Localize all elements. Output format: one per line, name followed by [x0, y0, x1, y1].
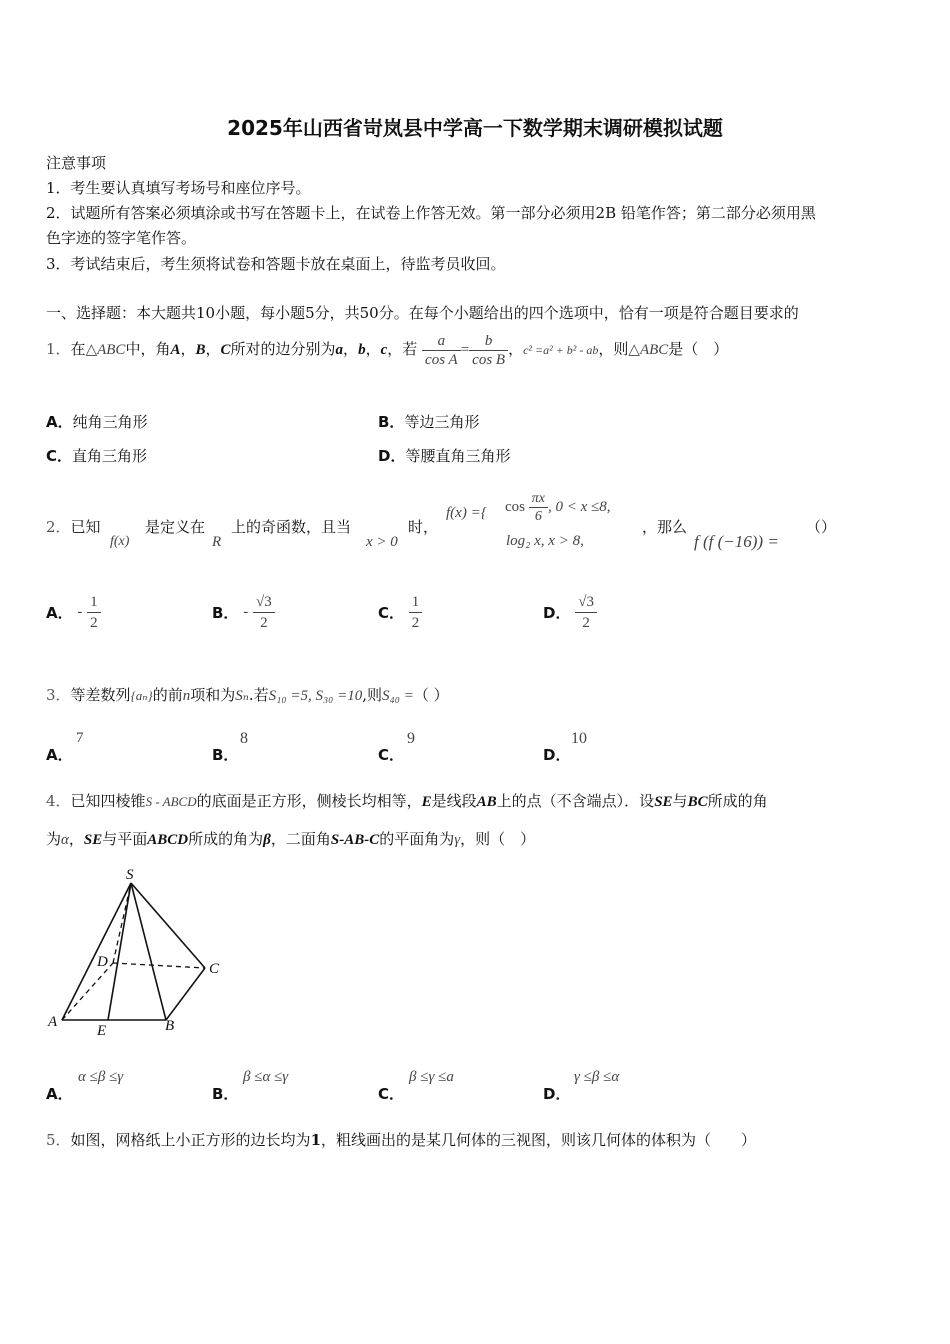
fraction [469, 332, 508, 369]
frac-den: cos B [472, 351, 506, 368]
fraction [409, 592, 423, 633]
math-tri: △ABC [628, 342, 669, 358]
question-5 [46, 1129, 756, 1150]
fraction [529, 490, 548, 525]
q-text: 已知四棱锥 [70, 792, 146, 810]
label-A: A [48, 1014, 58, 1030]
frac-num: 1 [87, 592, 101, 613]
notice-item: 1．考生要认真填写考场号和座位序号。 [46, 179, 311, 197]
math-expr: S₄₀ = [382, 688, 414, 704]
option-label: A． [46, 746, 73, 764]
question-number: 2． [46, 518, 71, 536]
math-seq: {aₙ} [130, 688, 153, 703]
question-1 [46, 326, 728, 373]
notice-heading: 注意事项 [46, 154, 107, 172]
math-var: ABCD [147, 832, 189, 848]
frac-den: 2 [411, 615, 420, 631]
option-a[interactable] [46, 1083, 73, 1104]
math-case2: log₂ x, x > 8, [506, 533, 584, 549]
option-label: C． [46, 447, 73, 465]
notice-item: 2．试题所有答案必须填涂或书写在答题卡上，在试卷上作答无效。第一部分必须用2B 铅笔作答；第二部分必须用黑 [46, 204, 816, 222]
math-case1 [505, 490, 611, 525]
q-text: ， [343, 340, 359, 358]
page-title: 2025年山西省岢岚县中学高一下数学期末调研模拟试题 [227, 116, 723, 140]
math-var: Sₙ [235, 688, 249, 704]
label-S: S [126, 867, 134, 883]
q-text: 如图，网格纸上小正方形的边长均为 [70, 1131, 311, 1149]
frac-num: 1 [409, 592, 423, 613]
section-heading: 一、选择题：本大题共10小题，每小题5分，共50分。在每个小题给出的四个选项中，恰有一项是符合题目要求的 [46, 304, 799, 322]
frac-num: b [469, 332, 508, 351]
option-c[interactable] [378, 744, 404, 765]
math-tri: △ABC [85, 342, 126, 358]
option-label: C． [378, 604, 405, 622]
q-text: ， [180, 340, 196, 358]
option-text: 直角三角形 [72, 447, 148, 465]
q-text: 的平面角为 [379, 830, 455, 848]
option-label: B． [212, 1085, 239, 1103]
math-var: A [170, 342, 181, 358]
math-var: a [335, 342, 344, 358]
question-number: 4． [46, 792, 71, 810]
math-var: BC [687, 794, 708, 810]
math-var: SE [83, 832, 103, 848]
edge-SE [108, 883, 131, 1020]
option-b-value: 8 [240, 730, 248, 747]
q-text: （） [806, 518, 837, 536]
q-text: 的前 [152, 686, 183, 704]
math-pyr: S - ABCD [145, 794, 197, 809]
option-a[interactable] [46, 744, 73, 765]
math-var: S-AB-C [330, 832, 380, 848]
option-label: B． [378, 413, 405, 431]
q-text: 所成的角 [707, 792, 768, 810]
option-b-expr: β ≤α ≤γ [243, 1069, 289, 1085]
math-eq: = [460, 342, 470, 358]
option-d-value: 10 [571, 730, 587, 747]
q-text: ， [68, 830, 84, 848]
q-text: ，粗线画出的是某几何体的三视图，则该几何体的体积为（ ） [321, 1131, 757, 1149]
option-text: 等边三角形 [404, 413, 480, 431]
frac-den: 2 [260, 615, 268, 631]
option-b[interactable] [212, 592, 275, 633]
math-sign: - [77, 604, 83, 620]
question-3 [46, 684, 449, 705]
q-text: ,则 [362, 686, 383, 704]
q-text: （ ） [413, 686, 449, 704]
q-text: ，则（ ） [460, 830, 536, 848]
q-text: 与 [672, 792, 688, 810]
option-a[interactable] [46, 592, 101, 633]
fraction [575, 592, 597, 633]
math-cond: , 0 < x ≤8, [547, 498, 611, 515]
math-expr: f (f (−16)) = [694, 532, 779, 551]
math-cond: x > 0 [366, 534, 398, 550]
fraction [253, 592, 275, 633]
q-text: ，若 [387, 340, 418, 358]
math-var: C [220, 342, 231, 358]
math-var: n [182, 688, 191, 704]
option-text: 纯角三角形 [72, 413, 148, 431]
label-D: D [97, 954, 108, 970]
q-text: 是定义在 [145, 518, 206, 536]
q-text: 等差数列 [70, 686, 131, 704]
option-a[interactable] [46, 411, 148, 432]
q-text: 是（ ） [668, 340, 729, 358]
frac-den: 6 [534, 509, 542, 524]
frac-den: 2 [582, 615, 590, 631]
option-text: 等腰直角三角形 [405, 447, 511, 465]
math-var: β [263, 832, 271, 848]
frac-num: √3 [575, 592, 597, 613]
fraction [422, 332, 461, 369]
math-cond: S₁₀ =5, S₃₀ =10 [268, 688, 363, 704]
option-label: A． [46, 604, 73, 622]
q-text: 时， [408, 518, 439, 536]
option-label: D． [543, 604, 571, 622]
q-text: ， [365, 340, 381, 358]
q-text: 与平面 [102, 830, 148, 848]
fraction [87, 592, 101, 633]
option-c-value: 9 [407, 730, 415, 747]
option-d[interactable] [543, 744, 570, 765]
option-b[interactable] [212, 744, 238, 765]
math-fn: cos [505, 498, 525, 515]
q-text: 所成的角为 [188, 830, 264, 848]
q-text: 中，角 [125, 340, 171, 358]
question-number: 5． [46, 1131, 71, 1149]
edge-BC [166, 968, 205, 1020]
math-var: c [380, 342, 388, 358]
frac-num: a [422, 332, 461, 351]
math-sign: - [243, 604, 249, 620]
math-var: B [195, 342, 206, 358]
q-text: ，则 [598, 340, 629, 358]
math-var: 1 [310, 1131, 321, 1149]
q-text: .若 [248, 686, 269, 704]
math-R: R [212, 534, 222, 550]
label-C: C [209, 961, 220, 977]
edge-DC [113, 963, 205, 968]
question-2 [46, 516, 101, 537]
option-d-expr: γ ≤β ≤α [574, 1069, 620, 1085]
notice-item: 色字迹的签字笔作答。 [46, 229, 197, 247]
frac-num: πx [529, 490, 548, 508]
option-b[interactable] [212, 1083, 238, 1104]
q-text: ， [508, 340, 524, 358]
option-c[interactable] [378, 592, 422, 633]
option-label: B． [212, 604, 239, 622]
option-label: D． [378, 447, 406, 465]
math-fx: f(x) [110, 534, 130, 549]
frac-den: 2 [90, 615, 98, 631]
option-d[interactable] [378, 445, 510, 466]
math-var: E [421, 794, 432, 810]
pyramid-figure [40, 862, 240, 1042]
notice-item: 3．考试结束后，考生须将试卷和答题卡放在桌面上，待监考员收回。 [46, 255, 506, 273]
math-var: γ [454, 832, 461, 848]
math-var: α [61, 832, 69, 848]
option-label: C． [378, 746, 405, 764]
option-a-expr: α ≤β ≤γ [78, 1069, 124, 1085]
option-label: C． [378, 1085, 405, 1103]
math-fdef: f(x) ={ [446, 505, 487, 521]
q-text: 为 [46, 830, 62, 848]
q-text: 已知 [70, 518, 101, 536]
question-4-line-2 [46, 828, 535, 849]
math-var: b [358, 342, 366, 358]
option-label: A． [46, 1085, 73, 1103]
q-text: 的底面是正方形，侧棱长均相等， [196, 792, 422, 810]
option-label: A． [46, 413, 73, 431]
question-number: 3． [46, 686, 71, 704]
option-c-expr: β ≤γ ≤a [409, 1069, 454, 1085]
option-c[interactable] [46, 445, 147, 466]
option-a-value: 7 [76, 730, 84, 746]
label-E: E [97, 1023, 107, 1039]
option-label: B． [212, 746, 239, 764]
q-text: ，那么 [642, 518, 688, 536]
label-B: B [165, 1018, 175, 1034]
q-text: ， [205, 340, 221, 358]
q-text: 在 [70, 340, 86, 358]
q-text: 是线段 [431, 792, 477, 810]
q-text: 上的奇函数，且当 [231, 518, 352, 536]
question-number: 1． [46, 340, 71, 358]
option-label: D． [543, 746, 571, 764]
q-text: ，二面角 [270, 830, 331, 848]
option-label: D． [543, 1085, 571, 1103]
q-text: 上的点（不含端点）．设 [496, 792, 655, 810]
math-cond: c² =a² + b² - ab [523, 343, 599, 357]
edge-AD [62, 963, 113, 1020]
question-4-line-1 [46, 790, 768, 811]
option-b[interactable] [378, 411, 479, 432]
frac-num: √3 [253, 592, 275, 613]
option-d[interactable] [543, 1083, 570, 1104]
option-c[interactable] [378, 1083, 404, 1104]
q-text: 项和为 [190, 686, 236, 704]
option-d[interactable] [543, 592, 597, 633]
frac-den: cos A [425, 351, 458, 368]
math-var: SE [654, 794, 673, 810]
math-var: AB [476, 794, 497, 810]
q-text: 所对的边分别为 [230, 340, 336, 358]
edge-SA [62, 883, 131, 1020]
